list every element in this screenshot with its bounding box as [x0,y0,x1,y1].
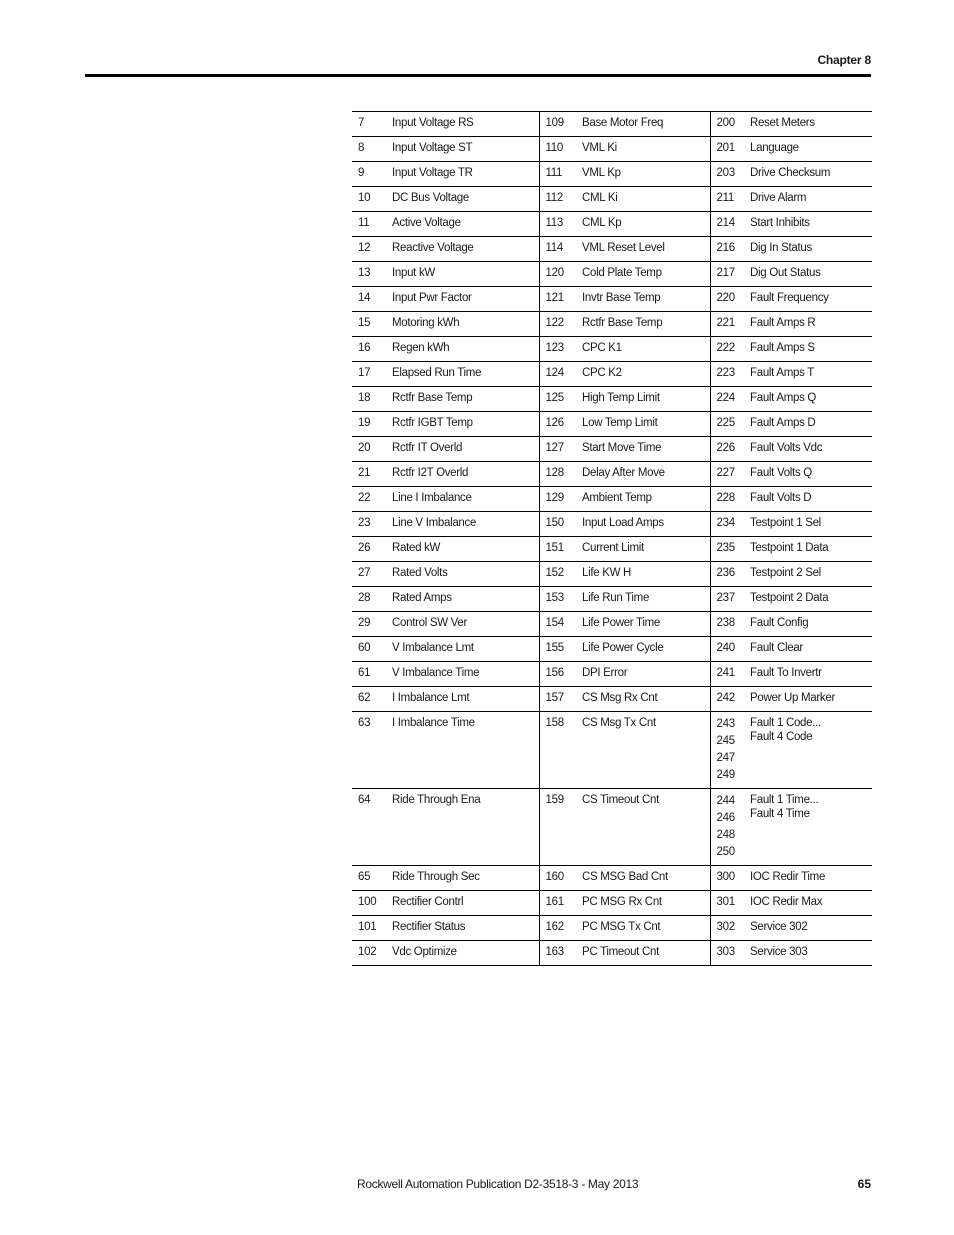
param-number: 236 [716,567,735,579]
param-name: Reset Meters [750,117,815,129]
table-row [352,137,872,162]
param-name: Fault Amps D [750,417,816,429]
param-name: Rctfr Base Temp [582,312,710,337]
parameter-table [352,111,872,966]
table-row [352,941,872,966]
chapter-label: Chapter 8 [817,53,871,67]
header-rule [85,74,871,77]
param-number: 26 [358,542,371,554]
param-name: Reactive Voltage [392,237,539,262]
param-number: 155 [545,642,564,654]
param-number: 60 [358,642,371,654]
footer-publication: Rockwell Automation Publication D2-3518-3 - May 2013 [357,1177,639,1191]
table-row [352,562,872,587]
param-number: 23 [358,517,371,529]
param-number: 159 [545,794,564,806]
param-name: V Imbalance Time [392,662,539,687]
param-name: Service 302 [750,921,808,933]
param-name: CML Ki [582,187,710,212]
param-name: Fault 4 Code [750,731,813,743]
param-number: 234 [716,517,735,529]
table-row [352,412,872,437]
param-name: Elapsed Run Time [392,362,539,387]
param-number: 214 [716,217,735,229]
param-name: Start Inhibits [750,217,810,229]
param-number: 113 [545,217,563,229]
param-name: DC Bus Voltage [392,187,539,212]
param-name: Line V Imbalance [392,512,539,537]
param-name: Rated kW [392,537,539,562]
param-name: IOC Redir Time [750,871,826,883]
page-number: 65 [857,1177,871,1191]
param-name: Delay After Move [582,462,710,487]
table-row [352,712,872,789]
param-number: 12 [358,242,371,254]
param-number: 122 [545,317,564,329]
param-number: 15 [358,317,371,329]
param-name: Drive Checksum [750,167,831,179]
param-name: Dig In Status [750,242,812,254]
param-name: Power Up Marker [750,692,835,704]
param-number: 129 [545,492,564,504]
table-row [352,212,872,237]
parameter-table-body [352,112,872,966]
param-name: Input Voltage RS [392,112,539,137]
param-number: 153 [545,592,564,604]
param-name: Life Power Time [582,612,710,637]
table-row [352,387,872,412]
param-name: Fault To Invertr [750,667,822,679]
param-number: 238 [716,617,735,629]
param-name: Life Run Time [582,587,710,612]
param-number: 244 [716,795,735,807]
param-name: Rctfr I2T Overld [392,462,539,487]
param-number: 157 [545,692,564,704]
param-number: 249 [716,769,735,781]
table-cell [710,712,750,789]
param-number: 250 [716,846,735,858]
table-row [352,287,872,312]
param-number: 227 [716,467,735,479]
param-number: 241 [716,667,735,679]
param-name: IOC Redir Max [750,896,823,908]
param-name: VML Kp [582,162,710,187]
param-number: 10 [358,192,371,204]
param-name: Testpoint 2 Data [750,592,829,604]
param-number: 114 [545,242,563,254]
param-name: High Temp Limit [582,387,710,412]
param-number: 152 [545,567,564,579]
param-number: 163 [545,946,564,958]
param-number: 19 [358,417,371,429]
param-number: 8 [358,142,365,154]
param-name: CS Timeout Cnt [582,789,710,866]
param-number: 7 [358,117,365,129]
table-row [352,866,872,891]
param-name: V Imbalance Lmt [392,637,539,662]
param-number: 156 [545,667,564,679]
param-number: 303 [716,946,735,958]
param-name: Rated Volts [392,562,539,587]
param-number: 211 [716,192,734,204]
param-number: 22 [358,492,371,504]
param-number: 301 [716,896,735,908]
param-name: Fault 1 Code... [750,717,821,729]
param-name: Fault Volts Vdc [750,442,823,454]
param-number: 63 [358,717,371,729]
param-number: 65 [358,871,371,883]
param-number: 228 [716,492,735,504]
param-number: 161 [545,896,564,908]
param-number: 242 [716,692,735,704]
param-number: 162 [545,921,564,933]
param-name: Input Voltage ST [392,137,539,162]
param-number: 248 [716,829,735,841]
table-row [352,662,872,687]
param-name: Fault Amps Q [750,392,817,404]
table-row [352,612,872,637]
param-name: Fault Clear [750,642,803,654]
param-number: 240 [716,642,735,654]
param-name: Vdc Optimize [392,941,539,966]
param-name: Testpoint 1 Data [750,542,829,554]
param-number: 246 [716,812,735,824]
param-name: Line I Imbalance [392,487,539,512]
param-name: Active Voltage [392,212,539,237]
param-number: 245 [716,735,735,747]
param-name: CS Msg Rx Cnt [582,687,710,712]
param-name: Fault 4 Time [750,808,810,820]
param-name: PC MSG Rx Cnt [582,891,710,916]
table-row [352,487,872,512]
param-number: 158 [545,717,564,729]
table-row [352,237,872,262]
param-name: Drive Alarm [750,192,807,204]
param-name: Fault Volts D [750,492,812,504]
param-number: 20 [358,442,371,454]
param-number: 302 [716,921,735,933]
param-number: 247 [716,752,735,764]
param-name: Testpoint 1 Sel [750,517,821,529]
param-number: 201 [716,142,735,154]
param-name: I Imbalance Time [392,712,539,789]
param-name: CS MSG Bad Cnt [582,866,710,891]
param-number: 9 [358,167,365,179]
param-number: 29 [358,617,371,629]
param-name: DPI Error [582,662,710,687]
param-name: PC Timeout Cnt [582,941,710,966]
param-number: 225 [716,417,735,429]
param-number: 111 [545,167,563,179]
param-number: 217 [716,267,735,279]
param-number: 120 [545,267,564,279]
param-name: Ride Through Ena [392,789,539,866]
param-number: 128 [545,467,564,479]
table-row [352,362,872,387]
param-number: 109 [545,117,564,129]
param-number: 27 [358,567,371,579]
param-number: 226 [716,442,735,454]
param-name: Cold Plate Temp [582,262,710,287]
param-number: 154 [545,617,564,629]
param-number: 28 [358,592,371,604]
table-row [352,462,872,487]
param-number: 150 [545,517,564,529]
param-name: Rectifier Status [392,916,539,941]
param-number: 21 [358,467,371,479]
param-name: Current Limit [582,537,710,562]
param-number: 102 [358,946,377,958]
param-number: 64 [358,794,371,806]
param-name: I Imbalance Lmt [392,687,539,712]
param-name: Rctfr Base Temp [392,387,539,412]
param-name: Motoring kWh [392,312,539,337]
param-name: Rctfr IT Overld [392,437,539,462]
param-name: Fault Amps R [750,317,816,329]
param-number: 125 [545,392,564,404]
param-name: Invtr Base Temp [582,287,710,312]
param-number: 235 [716,542,735,554]
param-number: 13 [358,267,371,279]
param-name: Input kW [392,262,539,287]
table-row [352,312,872,337]
table-row [352,262,872,287]
param-name: Rated Amps [392,587,539,612]
param-number: 16 [358,342,371,354]
table-row [352,337,872,362]
param-number: 151 [545,542,564,554]
table-row [352,789,872,866]
table-row [352,687,872,712]
param-name: Input Load Amps [582,512,710,537]
param-number: 11 [358,217,370,229]
param-number: 300 [716,871,735,883]
param-name: Rctfr IGBT Temp [392,412,539,437]
table-row [352,162,872,187]
param-name: Language [750,142,799,154]
param-name: Fault Amps T [750,367,814,379]
param-name: CML Kp [582,212,710,237]
param-name: Ambient Temp [582,487,710,512]
param-number: 200 [716,117,735,129]
param-number: 112 [545,192,563,204]
table-row [352,916,872,941]
param-number: 121 [545,292,564,304]
param-name: Testpoint 2 Sel [750,567,821,579]
param-name: Fault Volts Q [750,467,812,479]
param-number: 223 [716,367,735,379]
param-number: 100 [358,896,377,908]
table-row [352,187,872,212]
param-number: 127 [545,442,564,454]
table-cell [750,789,872,866]
param-name: Control SW Ver [392,612,539,637]
param-name: Base Motor Freq [582,112,710,137]
table-row [352,891,872,916]
param-name: Fault 1 Time... [750,794,819,806]
param-number: 101 [358,921,377,933]
table-row [352,112,872,137]
param-name: Service 303 [750,946,808,958]
param-number: 123 [545,342,564,354]
param-name: Life Power Cycle [582,637,710,662]
param-number: 203 [716,167,735,179]
table-row [352,587,872,612]
param-number: 126 [545,417,564,429]
param-number: 17 [358,367,371,379]
param-name: Dig Out Status [750,267,821,279]
param-number: 124 [545,367,564,379]
param-name: Low Temp Limit [582,412,710,437]
table-row [352,437,872,462]
param-number: 110 [545,142,563,154]
table-cell [710,789,750,866]
param-number: 237 [716,592,735,604]
param-name: Life KW H [582,562,710,587]
param-name: CPC K1 [582,337,710,362]
param-name: PC MSG Tx Cnt [582,916,710,941]
param-number: 224 [716,392,735,404]
param-name: Input Voltage TR [392,162,539,187]
param-name: Fault Frequency [750,292,829,304]
param-name: Fault Amps S [750,342,815,354]
param-name: VML Ki [582,137,710,162]
param-name: CPC K2 [582,362,710,387]
param-number: 222 [716,342,735,354]
param-number: 14 [358,292,371,304]
param-name: Regen kWh [392,337,539,362]
table-row [352,512,872,537]
param-name: Input Pwr Factor [392,287,539,312]
table-row [352,537,872,562]
param-name: Rectifier Contrl [392,891,539,916]
param-name: Start Move Time [582,437,710,462]
param-number: 18 [358,392,371,404]
param-number: 62 [358,692,371,704]
param-number: 220 [716,292,735,304]
param-number: 243 [716,718,735,730]
param-name: Fault Config [750,617,809,629]
table-row [352,637,872,662]
table-cell [750,712,872,789]
param-number: 216 [716,242,735,254]
param-number: 160 [545,871,564,883]
param-name: Ride Through Sec [392,866,539,891]
param-number: 61 [358,667,371,679]
param-name: CS Msg Tx Cnt [582,712,710,789]
param-name: VML Reset Level [582,237,710,262]
param-number: 221 [716,317,735,329]
